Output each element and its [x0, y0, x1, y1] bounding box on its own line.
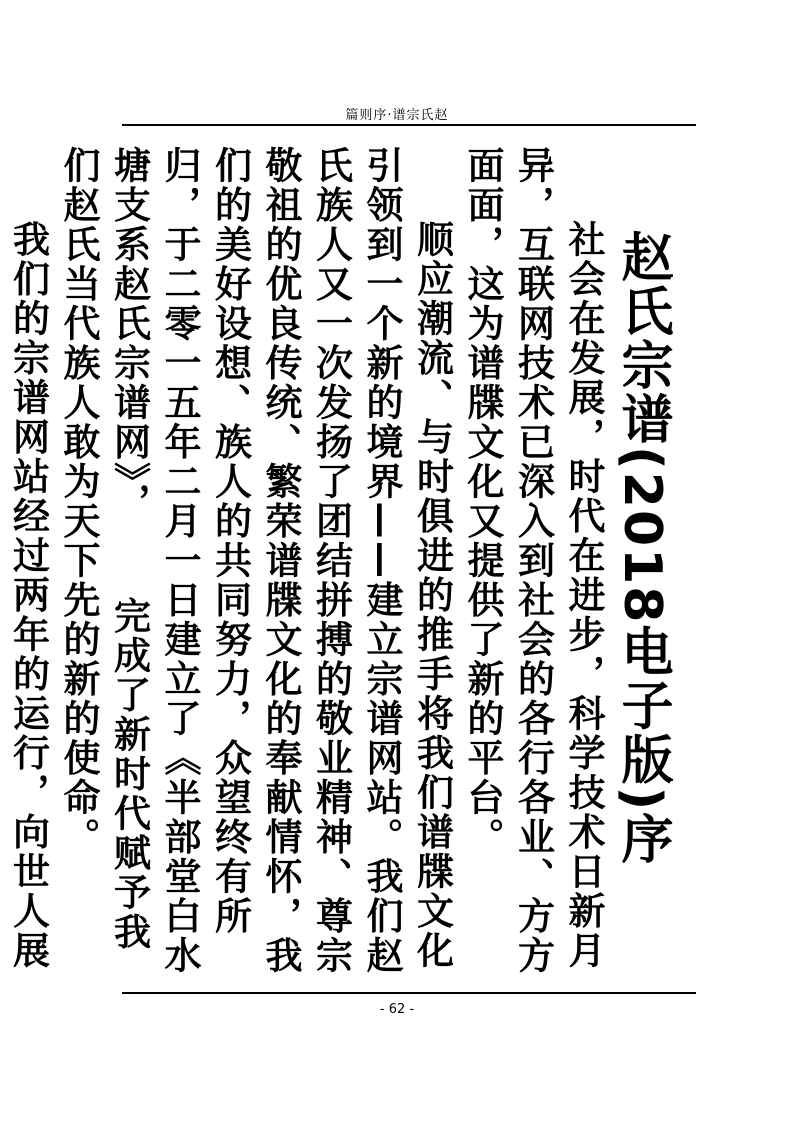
- running-header: 篇则序·谱宗氏赵: [345, 108, 449, 123]
- paragraph-1-text: 社会在发展，时代在进步，科学技术日新月异，互联网技术已深入到社会的各行各业、方方面面，这为谱牒文化又提供了新的平台。: [461, 146, 605, 976]
- paragraph-4-text: 我们的宗谱网站经过两年的运行，向世人展: [6, 220, 50, 971]
- header-rule: [122, 124, 696, 126]
- paragraph-2-text: 顺应潮流、与时俱进的推手将我们谱牒文化引领到一个新的境界——建立宗谱网站。我们赵氏族人又一次发扬了团结拼搏的敬业精神、尊宗敬祖的优良传统、繁荣谱牒文化的奉献情怀，我们的美好设想、族人的共同努力，众望终有所归，于二零一五年二月一日建立了《半部堂白水塘支系赵氏宗谱网》，: [107, 146, 454, 976]
- document-title: 赵氏宗谱(2018电子版)序: [612, 230, 672, 867]
- paragraph-3-text: 完成了新时代赋予我们赵氏当代族人敢为天下先的新的使命。: [57, 146, 151, 952]
- page-number: - 62 -: [379, 1002, 415, 1017]
- paragraph-2: [53, 146, 457, 976]
- paragraph-1: [457, 146, 609, 976]
- footer-rule: [122, 992, 696, 994]
- body-text: [6, 146, 608, 976]
- paragraph-4: [0, 146, 53, 976]
